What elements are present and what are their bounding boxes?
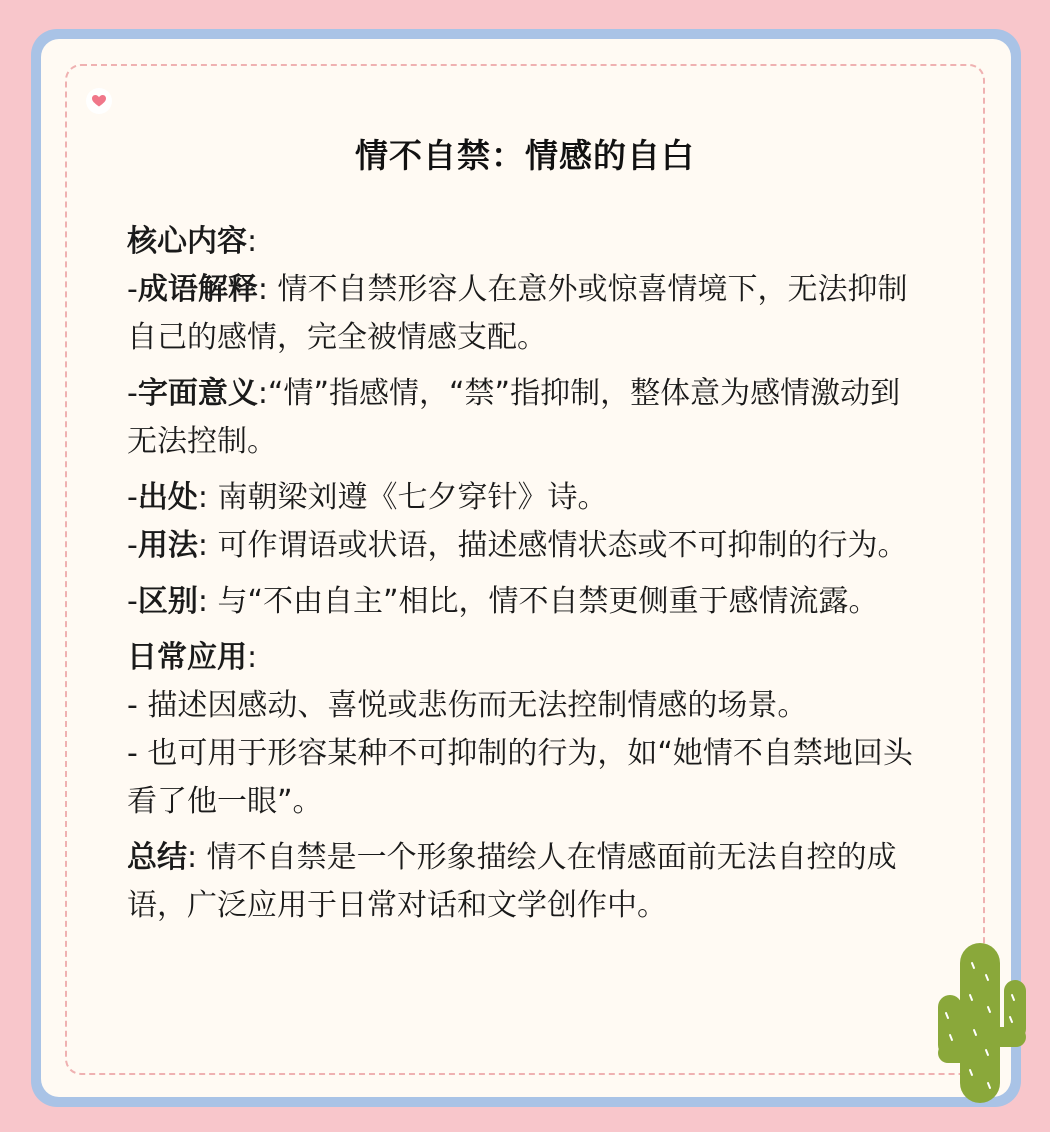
core-item-text: : 南朝梁刘遵《七夕穿针》诗。 (197, 480, 608, 515)
core-item-label: 字面意义 (137, 376, 258, 411)
core-heading-line: 核心内容: (127, 224, 258, 259)
core-item-label: 区别 (137, 584, 198, 619)
core-item-text: : 与“不由自主”相比，情不自禁更侧重于感情流露。 (197, 584, 879, 619)
summary-text: : 情不自禁是一个形象描绘人在情感面前无法自控的成语，广泛应用于日常对话和文学创作中。 (127, 840, 897, 923)
core-heading: 核心内容 (127, 224, 247, 259)
heart-icon (92, 95, 106, 107)
core-item: -区别: 与“不由自主”相比，情不自禁更侧重于感情流露。 (127, 584, 879, 619)
core-item-text: : 情不自禁形容人在意外或惊喜情境下，无法抑制自己的感情，完全被情感支配。 (127, 272, 908, 355)
page-title: 情不自禁：情感的自白 (355, 136, 695, 175)
cactus-icon (930, 935, 1030, 1105)
summary-label: 总结 (127, 840, 187, 875)
core-item-label: 用法 (137, 528, 198, 563)
core-item: -字面意义:“情”指感情，“禁”指抑制，整体意为感情激动到无法控制。 (127, 376, 901, 459)
heart-badge (86, 88, 112, 114)
daily-heading: 日常应用 (127, 640, 247, 675)
core-item: -出处: 南朝梁刘遵《七夕穿针》诗。 (127, 480, 608, 515)
core-item: -用法: 可作谓语或状语，描述感情状态或不可抑制的行为。 (127, 528, 908, 563)
daily-item: - 描述因感动、喜悦或悲伤而无法控制情感的场景。 (127, 688, 808, 723)
core-item-label: 成语解释 (137, 272, 258, 307)
core-item-text: : 可作谓语或状语，描述感情状态或不可抑制的行为。 (197, 528, 908, 563)
daily-heading-line: 日常应用: (127, 640, 258, 675)
article-body (127, 218, 917, 930)
summary-line (127, 834, 917, 930)
core-item: -成语解释: 情不自禁形容人在意外或惊喜情境下，无法抑制自己的感情，完全被情感支配。 (127, 272, 908, 355)
core-item-text: :“情”指感情，“禁”指抑制，整体意为感情激动到无法控制。 (127, 376, 901, 459)
core-item-label: 出处 (137, 480, 198, 515)
daily-item: - 也可用于形容某种不可抑制的行为，如“她情不自禁地回头看了他一眼”。 (127, 736, 913, 819)
